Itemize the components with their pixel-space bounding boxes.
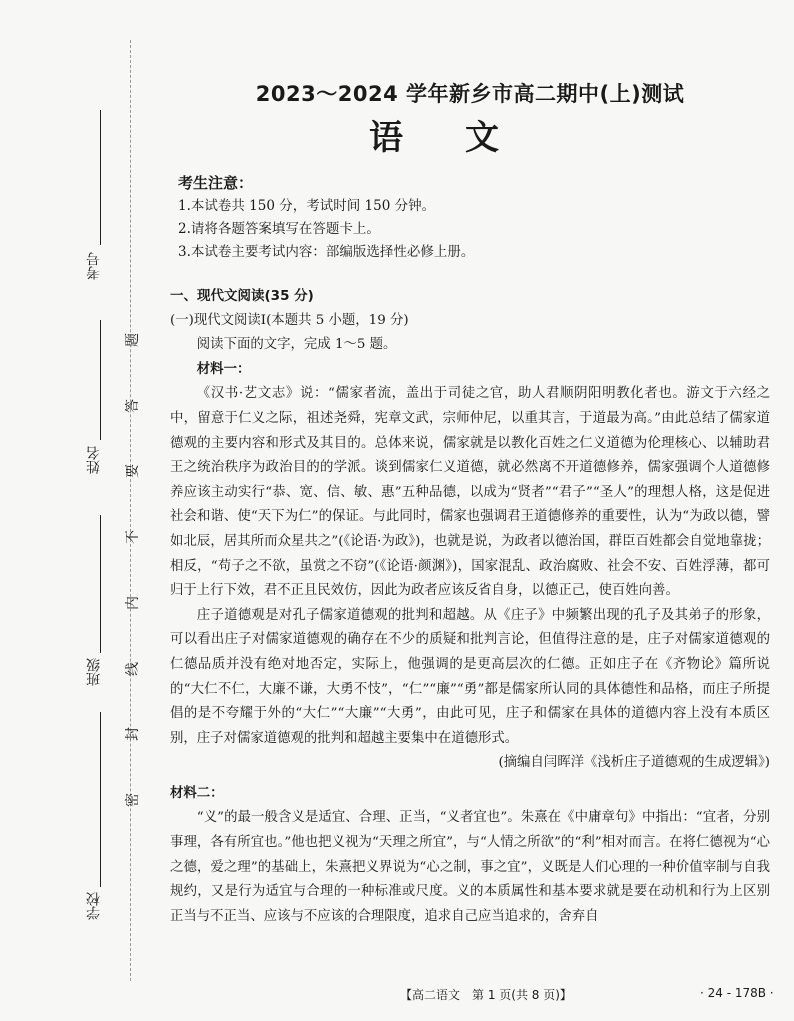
seal-char: 题 [125,333,141,347]
name-label: 姓名 [86,446,102,474]
subject-title: 语文 [369,118,561,158]
name-line [100,320,101,440]
exam-title: 2023～2024 学年新乡市高二期中(上)测试 [255,82,685,106]
class-line [100,515,101,653]
subsection-heading: (一)现代文阅读Ⅰ(本题共 5 小题，19 分) [170,312,409,328]
exam-number-label: 考号 [86,252,102,280]
seal-char: 线 [125,661,141,676]
page-footer: 【高二语文 第 1 页(共 8 页)】 [400,988,572,1002]
section-heading: 一、现代文阅读(35 分) [170,288,314,304]
seal-notice [123,330,141,810]
seal-char: 答 [125,398,141,413]
material1-paragraph: 《汉书·艺文志》说：“儒家者流，盖出于司徒之官，助人君顺阴阳明教化者也。游文于六经之中，留意于仁义之际，祖述尧舜，宪章文武，宗师仲尼，以重其言，于道最为高。”由此总结了儒家道德观的主要内容和形式及其目的。总体来说，儒家就是以教化百姓之仁义道德为伦理核心、以辅助君王之统治秩序为政治目的的学派。谈到儒家仁义道德，就必然离不开道德修养，儒家强调个人道德修养应该主动实行“恭、宽、信、敏、惠”五种品德，以成为“贤者”“君子”“圣人”的理想人格，这是促进社会和谐、使“天下为仁”的保证。与此同时，儒家也强调君王道德修养的重要性，认为“为政以德，譬如北辰，居其所而众星共之”(《论语·为政》)，也就是说，为政者以德治国，群臣百姓都会自觉地靠拢；相反，“苟子之不欲，虽赏之不窃”(《论语·颜渊》)，国家混乱、政治腐败、社会不安、百姓浮薄，都可归于上行下效，君不正且民效仿，因此为政者应该反省自身，以德正己，使百姓向善。 [170,386,770,599]
material1-citation: (摘编自闫晖洋《浅析庄子道德观的生成逻辑》) [498,755,770,771]
seal-char: 不 [125,530,141,545]
seal-char: 内 [125,595,141,610]
notice-item: 2.请将各题答案填写在答题卡上。 [178,221,380,237]
seal-char: 要 [125,464,141,479]
material1-title: 材料一： [196,361,251,377]
notice-item: 1.本试卷共 150 分，考试时间 150 分钟。 [178,198,436,214]
binding-margin [0,0,150,1021]
candidate-notice [178,172,474,264]
instruction: 阅读下面的文字，完成 1～5 题。 [196,337,397,353]
paper-code: · 24 - 178B · [700,986,774,1000]
school-label: 学校 [86,892,102,920]
exam-number-line [100,110,101,245]
material2-title: 材料二： [170,785,224,801]
class-label: 班级 [86,658,102,686]
material2-paragraph: “义”的最一般含义是适宜、合理、正当，“义者宜也”。朱熹在《中庸章句》中指出：“宜者，分别事理，各有所宜也。”他也把义视为“天理之所宜”，与“人情之所欲”的“利”相对而言。在将仁德视为“心之德，爱之理”的基础上，朱熹把义界说为“心之制，事之宜”，义既是人们心理的一种价值宰制与自我规约，又是行为适宜与合理的一种标准或尺度。义的本质属性和基本要求就是要在动机和行为上区别正当与不正当、应该与不应该的合理限度，追求自己应当追求的，舍弃自 [170,810,770,924]
notice-heading: 考生注意： [178,174,254,192]
notice-item: 3.本试卷主要考试内容：部编版选择性必修上册。 [178,244,475,260]
school-line [100,712,101,887]
material1-paragraph: 庄子道德观是对孔子儒家道德观的批判和超越。从《庄子》中频繁出现的孔子及其弟子的形象，可以看出庄子对儒家道德观的确存在不少的质疑和批判言论，但值得注意的是，庄子对儒家道德观的仁德品质并没有绝对地否定，实际上，他强调的是更高层次的仁德。正如庄子在《齐物论》篇所说的“大仁不仁，大廉不谦，大勇不忮”，“仁”“廉”“勇”都是儒家所认同的具体德性和品格，而庄子所提倡的是不夸耀于外的“大仁”“大廉”“大勇”，由此可见，庄子和儒家在具体的道德内容上没有本质区别，庄子对儒家道德观的批判和超越主要集中在道德形式。 [170,607,770,746]
seal-char: 密 [125,792,141,807]
seal-char: 封 [125,727,141,742]
reading-content [170,284,770,929]
